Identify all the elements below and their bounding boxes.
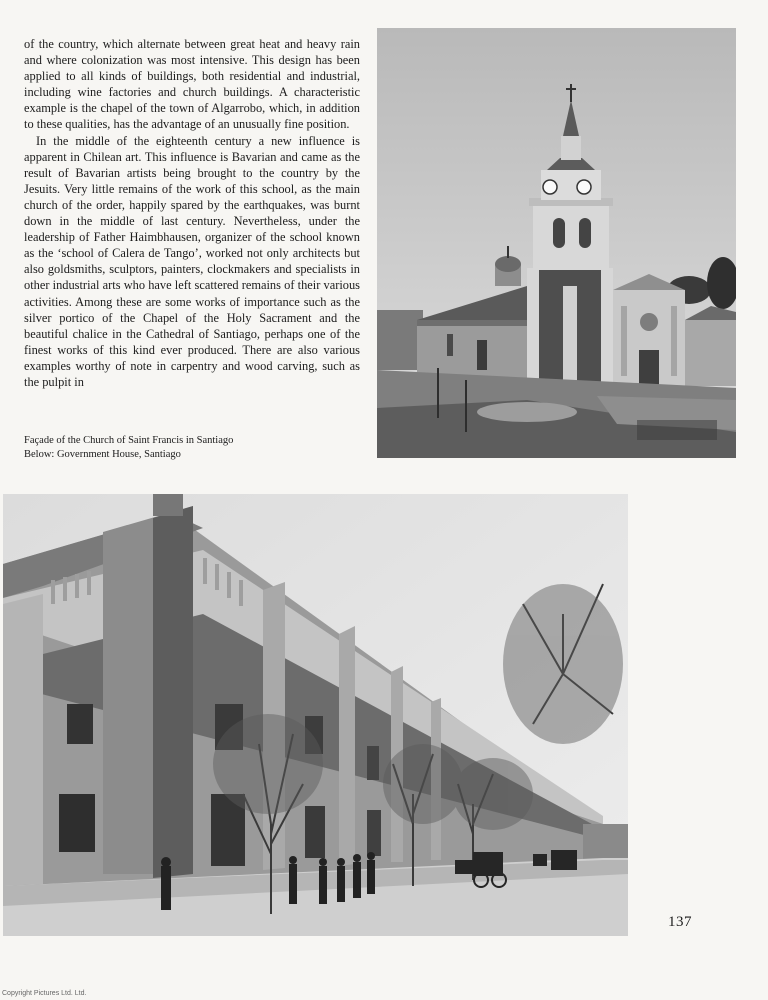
article-paragraph-1: of the country, which alternate between great heat and heavy rain and where colonization was most intensive. This design has been applied to all kinds of buildings, both residential and industrial, including wine factories and church buildings. A characteristic example is the chapel of the town of Algarrobo, which, in addition to these qualities, has the advantage of an unusually fine position. — [24, 37, 360, 132]
copyright-watermark: Copyright Pictures Ltd. Ltd. — [2, 990, 87, 997]
caption-church: Façade of the Church of Saint Francis in Santiago — [24, 435, 234, 446]
article-text-column — [24, 36, 360, 390]
government-house-photo — [3, 494, 628, 936]
article-paragraph-2: In the middle of the eighteenth century a new influence is apparent in Chilean art. This influence is Bavarian and came as the result of Bavarian artists being brought to the country by the Jesuits. Very little remains of the work of this school, as the main church of the order, happily spared by the earthquakes, was burnt down in the middle of last century. Nevertheless, under the leadership of Father Haimbhausen, organizer of the school known as the ‘school of Calera de Tango’, worked not only architects but also goldsmiths, sculptors, painters, clockmakers and specialists in other industrial arts who have left scattered remains of their various activities. Among these are some works of importance such as the silver portico of the Chapel of the Holy Sacrament and the beautiful chalice in the Cathedral of Santiago, perhaps one of the finest works of this kind ever produced. There are also various examples worthy of note in carpentry and wood carving, such as the pulpit in — [24, 133, 360, 389]
church-photo — [377, 28, 736, 458]
page-number: 137 — [668, 914, 692, 930]
caption-government-house: Below: Government House, Santiago — [24, 449, 181, 460]
photo-captions — [24, 434, 364, 462]
